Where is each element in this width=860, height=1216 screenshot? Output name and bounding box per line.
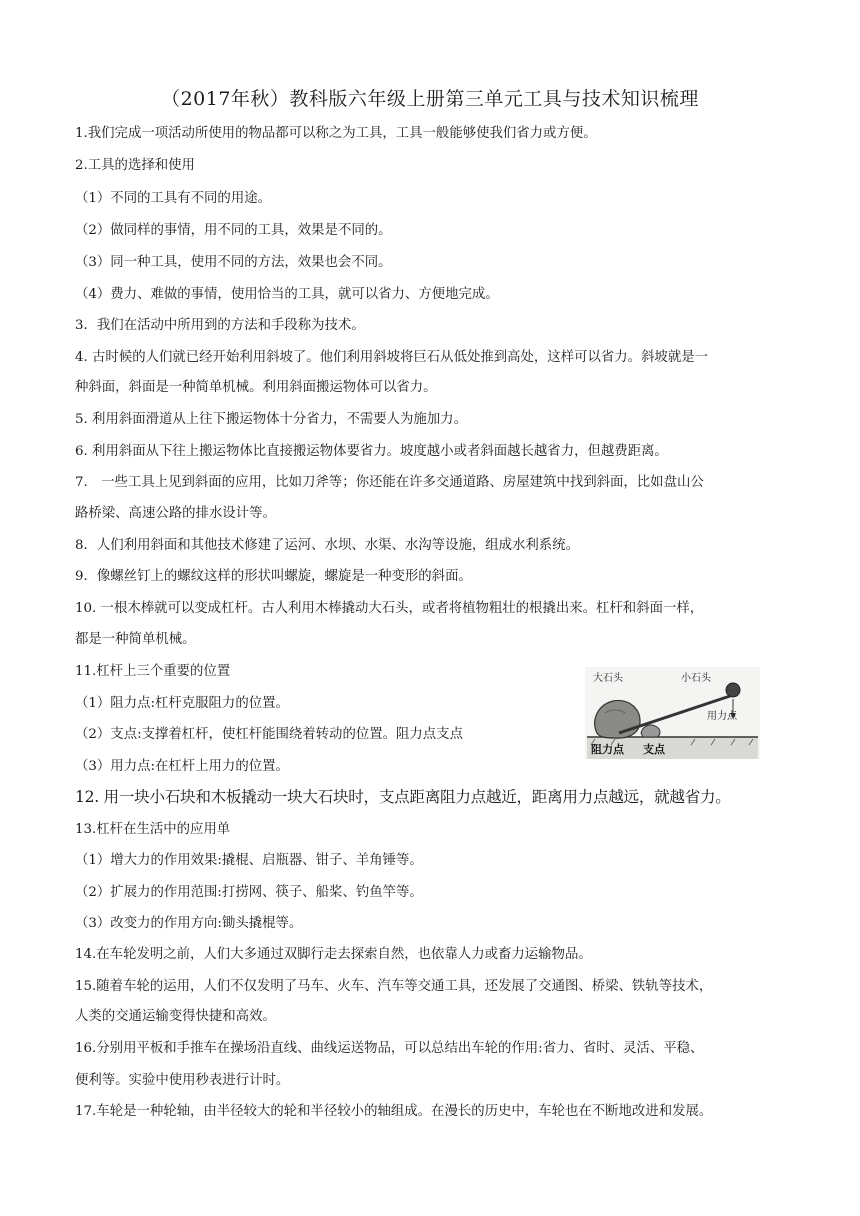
label-fulcrum: 支点 [643,743,665,756]
text-line-1: 1.我们完成一项活动所使用的物品都可以称之为工具，工具一般能够使我们省力或方便。 [75,126,597,141]
text-line-6: （4）费力、难做的事情，使用恰当的工具，就可以省力、方便地完成。 [75,287,499,302]
text-line-25: （2）扩展力的作用范围:打捞网、筷子、船桨、钓鱼竿等。 [75,885,423,900]
text-line-9: 种斜面，斜面是一种简单机械。利用斜面搬运物体可以省力。 [75,380,437,395]
text-line-28: 15.随着车轮的运用，人们不仅发明了马车、火车、汽车等交通工具，还发展了交通图、桥梁、铁轨等技术， [75,979,713,994]
text-line-19: （1）阻力点:杠杆克服阻力的位置。 [75,696,289,711]
label-big-stone: 大石头 [593,673,623,684]
text-line-27: 14.在车轮发明之前，人们大多通过双脚行走去探索自然，也依靠人力或畜力运输物品。 [75,947,592,962]
label-resistance-point: 阻力点 [591,743,624,756]
label-small-stone: 小石头 [681,673,711,684]
text-line-5: （3）同一种工具，使用不同的方法，效果也会不同。 [75,255,392,270]
text-line-17: 都是一种简单机械。 [75,632,196,647]
text-line-11: 6. 利用斜面从下往上搬运物体比直接搬运物体要省力。坡度越小或者斜面越长越省力，但越费距离。 [75,444,668,459]
text-line-23: 13.杠杆在生活中的应用单 [75,822,231,837]
text-line-26: （3）改变力的作用方向:锄头撬棍等。 [75,916,303,931]
text-line-30: 16.分别用平板和手推车在操场沿直线、曲线运送物品，可以总结出车轮的作用:省力、省时、灵活、平稳、 [75,1041,704,1056]
label-effort-point: 用力点 [707,711,737,722]
text-line-29: 人类的交通运输变得快捷和高效。 [75,1009,276,1024]
text-line-8: 4. 古时候的人们就已经开始利用斜坡了。他们利用斜坡将巨石从低处推到高处，这样可以省力。斜坡就是一 [75,350,708,365]
text-line-21: （3）用力点:在杠杆上用力的位置。 [75,759,289,774]
text-line-10: 5. 利用斜面滑道从上往下搬运物体十分省力，不需要人为施加力。 [75,412,467,427]
text-line-24: （1）增大力的作用效果:撬棍、启瓶器、钳子、羊角锤等。 [75,853,423,868]
text-line-14: 8．人们利用斜面和其他技术修建了运河、水坝、水渠、水沟等设施，组成水利系统。 [75,538,579,553]
text-line-20: （2）支点:支撑着杠杆，使杠杆能围绕着转动的位置。阻力点支点 [75,727,463,742]
text-line-22: 12. 用一块小石块和木板撬动一块大石块时，支点距离阻力点越近，距离用力点越远，就越省力。 [75,788,731,806]
text-line-4: （2）做同样的事情，用不同的工具，效果是不同的。 [75,223,392,238]
text-line-18: 11.杠杆上三个重要的位置 [75,664,231,679]
text-line-13: 路桥梁、高速公路的排水设计等。 [75,506,276,521]
page-title: （2017年秋）教科版六年级上册第三单元工具与技术知识梳理 [161,88,699,110]
text-line-31: 便利等。实验中使用秒表进行计时。 [75,1073,290,1088]
text-line-7: 3．我们在活动中所用到的方法和手段称为技术。 [75,318,365,333]
text-line-15: 9．像螺丝钉上的螺纹这样的形状叫螺旋，螺旋是一种变形的斜面。 [75,569,472,584]
text-line-12: 7. 一些工具上见到斜面的应用，比如刀斧等；你还能在许多交通道路、房屋建筑中找到斜面，比如盘山公 [75,475,704,490]
lever-diagram [585,667,760,759]
text-line-3: （1）不同的工具有不同的用途。 [75,191,271,206]
text-line-32: 17.车轮是一种轮轴，由半径较大的轮和半径较小的轴组成。在漫长的历史中，车轮也在不断地改进和发展。 [75,1104,713,1119]
text-line-2: 2.工具的选择和使用 [75,158,195,173]
text-line-16: 10. 一根木棒就可以变成杠杆。古人利用木棒撬动大石头，或者将植物粗壮的根撬出来。杠杆和斜面一样， [75,601,704,616]
